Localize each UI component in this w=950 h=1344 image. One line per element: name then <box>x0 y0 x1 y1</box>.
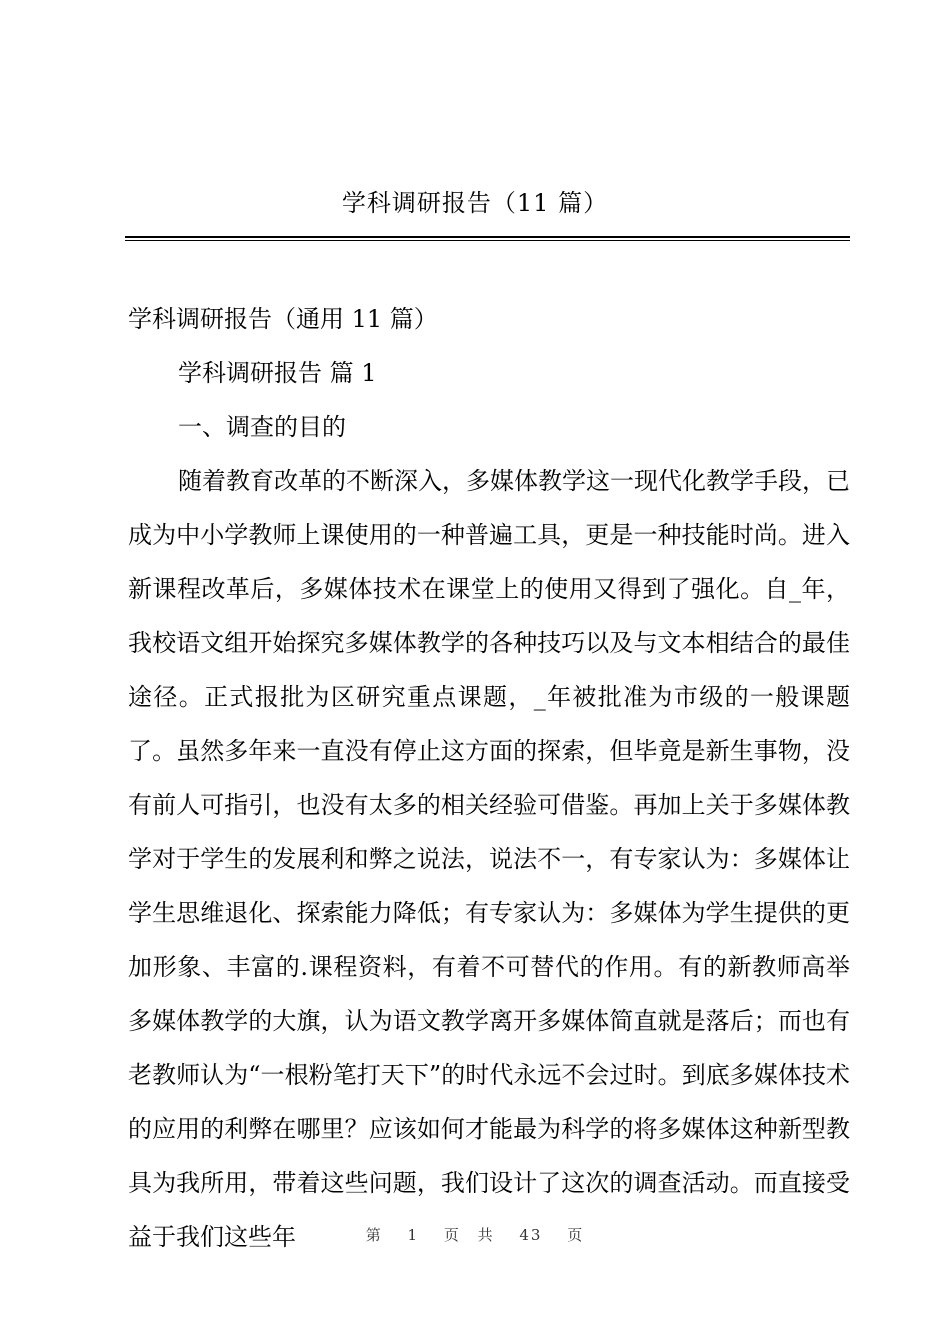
footer-suffix: 页 <box>567 1226 585 1244</box>
document-body <box>128 292 850 1264</box>
footer-prefix: 第 <box>365 1226 383 1244</box>
footer-page-number: 1 <box>407 1226 420 1244</box>
title-rule-thin <box>125 240 850 241</box>
section-heading: 学科调研报告 篇 1 <box>178 359 377 387</box>
document-subtitle: 学科调研报告（通用 11 篇） <box>128 305 438 333</box>
body-paragraph: 随着教育改革的不断深入，多媒体教学这一现代化教学手段，已成为中小学教师上课使用的一种普遍工具，更是一种技能时尚。进入新课程改革后，多媒体技术在课堂上的使用又得到了强化。自_年，我校语文组开始探究多媒体教学的各种技巧以及与文本相结合的最佳途径。正式报批为区研究重点课题，_年被批准为市级的一般课题了。虽然多年来一直没有停止这方面的探索，但毕竟是新生事物，没有前人可指引，也没有太多的相关经验可借鉴。再加上关于多媒体教学对于学生的发展利和弊之说法，说法不一，有专家认为：多媒体让学生思维退化、探索能力降低；有专家认为：多媒体为学生提供的更加形象、丰富的.课程资料，有着不可替代的作用。有的新教师高举多媒体教学的大旗，认为语文教学离开多媒体简直就是落后；而也有老教师认为“一根粉笔打天下”的时代永远不会过时。到底多媒体技术的应用的利弊在哪里？应该如何才能最为科学的将多媒体这种新型教具为我所用，带着这些问题，我们设计了这次的调查活动。而直接受益于我们这些年 <box>128 467 850 1251</box>
footer-middle: 页 共 <box>443 1226 495 1244</box>
page-footer <box>0 1224 950 1245</box>
page-title: 学科调研报告（11 篇） <box>341 189 609 217</box>
subsection-heading: 一、调查的目的 <box>178 413 346 441</box>
footer-total-pages: 43 <box>519 1226 543 1244</box>
title-rule-thick <box>125 236 850 238</box>
